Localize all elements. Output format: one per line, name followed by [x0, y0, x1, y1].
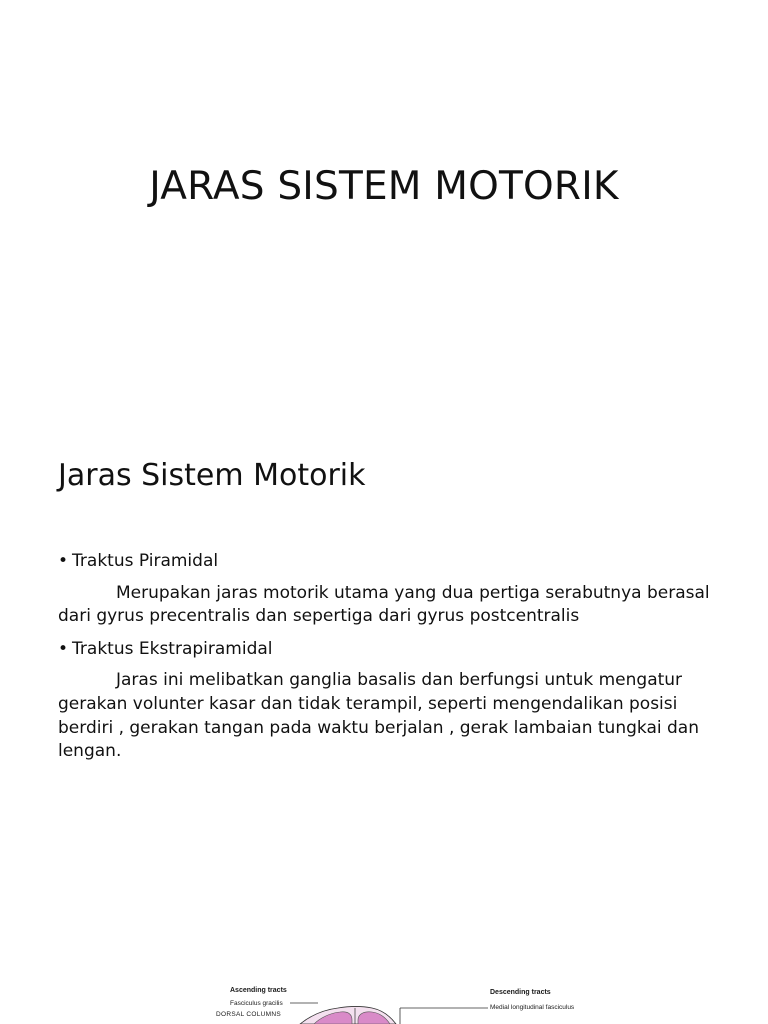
medial-longitudinal-fasciculus-label: Medial longitudinal fasciculus: [490, 1004, 575, 1011]
bullet-description: Merupakan jaras motorik utama yang dua pertiga serabutnya berasal dari gyrus precentralis dan sepertiga dari gyrus postcentralis: [58, 582, 710, 627]
bullet-description: Jaras ini melibatkan ganglia basalis dan berfungsi untuk mengatur gerakan volunter kasar dan tidak terampil, seperti mengendalikan posisi berdiri , gerakan tangan pada waktu berjalan , gerak lambaian tungkai dan lengan.: [58, 670, 699, 762]
bullet-marker: •: [58, 638, 69, 659]
dorsal-columns-label: DORSAL COLUMNS: [216, 1011, 281, 1018]
bullet-marker: •: [58, 551, 69, 571]
descending-tracts-label: Descending tracts: [490, 989, 551, 996]
fasciculus-gracilis-label: Fasciculus gracilis: [230, 1000, 283, 1007]
slide-title: JARAS SISTEM MOTORIK: [149, 164, 619, 209]
bullet-item-piramidal: [58, 550, 718, 574]
bullet-item-ekstrapiramidal: [58, 638, 718, 662]
section-heading: Jaras Sistem Motorik: [58, 458, 366, 493]
spinal-tracts-diagram: [0, 980, 768, 1024]
spinal-cord-illustration: [0, 980, 768, 1024]
slide-body: [58, 550, 718, 773]
bullet-title: Traktus Ekstrapiramidal: [72, 638, 273, 659]
bullet-title: Traktus Piramidal: [72, 551, 219, 571]
ascending-tracts-label: Ascending tracts: [230, 987, 287, 994]
